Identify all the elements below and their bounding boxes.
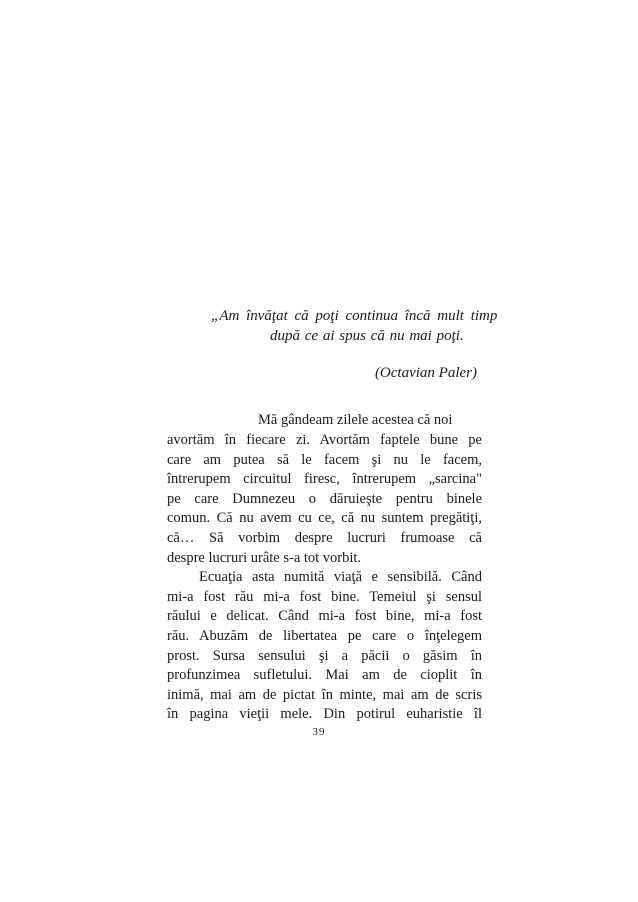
text-line: comun. Că nu avem cu ce, că nu suntem pregătiţi, — [167, 510, 482, 527]
text-line: în pagina vieţii mele. Din potirul euharistie îl — [167, 706, 482, 723]
text-line: despre lucruri urâte s-a tot vorbit. — [167, 549, 362, 566]
text-line: avortăm în fiecare zi. Avortăm faptele bune pe — [167, 432, 482, 448]
page-number: 39 — [312, 726, 326, 738]
epigraph-author: (Octavian Paler) — [374, 365, 477, 381]
text-line: pe care Dumnezeu o dăruieşte pentru binele — [167, 490, 482, 507]
body-text — [167, 431, 482, 725]
text-line: întrerupem circuitul firesc, întrerupem „sarcina" — [167, 471, 482, 488]
text-line: prost. Sursa sensului şi a păcii o găsim în — [167, 647, 482, 664]
text-line: Ecuaţia asta numită viaţă e sensibilă. Când — [199, 569, 482, 586]
epigraph-line: după ce ai spus că nu mai poţi. — [270, 328, 464, 344]
paragraph-first-line: Mă gândeam zilele acestea că noi — [258, 412, 453, 428]
epigraph-line: „Am învăţat că poţi continua încă mult timp — [211, 308, 498, 324]
text-line: inimă, mai am de pictat în minte, mai am de scris — [167, 686, 482, 703]
text-line: mi-a fost rău mi-a fost bine. Temeiul şi sensul — [167, 588, 482, 605]
text-line: răului e delicat. Când mi-a fost bine, mi-a fost — [167, 608, 482, 625]
text-line: că… Să vorbim despre lucruri frumoase că — [167, 529, 482, 546]
text-line: rău. Abuzăm de libertatea pe care o înţelegem — [167, 627, 482, 644]
text-line: care am putea să le facem şi nu le facem, — [167, 451, 482, 468]
text-line: profunzimea sufletului. Mai am de cioplit în — [167, 667, 482, 684]
